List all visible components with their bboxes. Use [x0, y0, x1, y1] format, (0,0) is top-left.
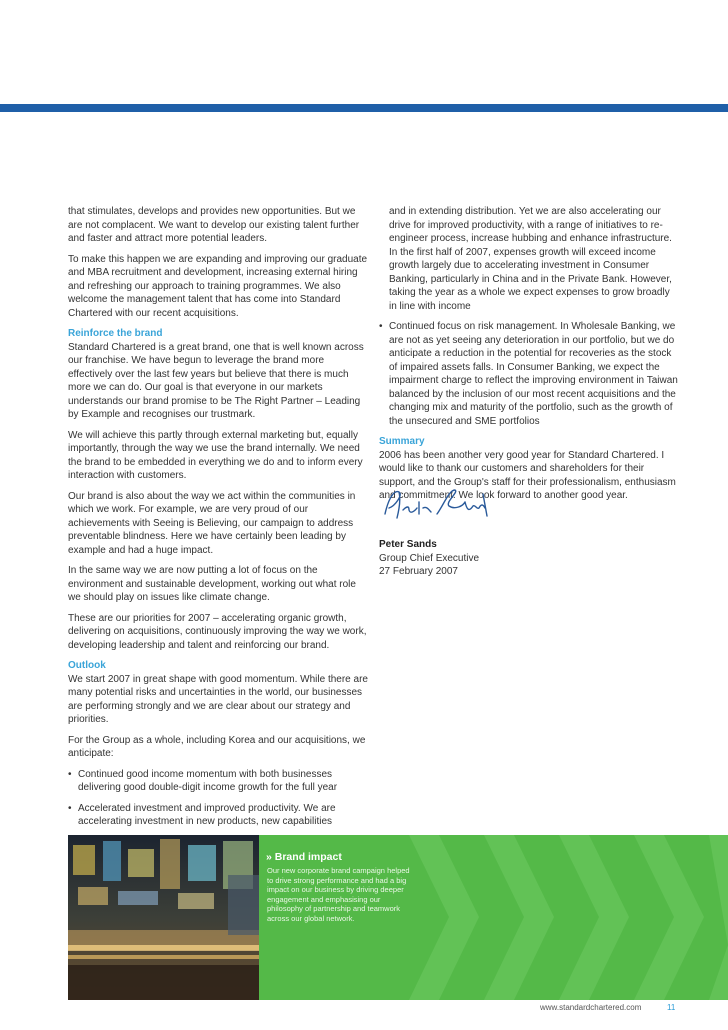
section-heading-summary: Summary — [379, 436, 425, 447]
list-item — [379, 320, 679, 428]
list-item-continuation: and in extending distribution. Yet we are also accelerating our drive for improved productivity, with a range of initiatives to re-engineer process, increase hubbing and enhance infrastructure. In the first half of 2007, expenses growth will exceed income growth largely due to accelerating investment in Consumer Banking, particularly in China and in the Private Bank. However, taking the year as a whole we expect expenses to grow broadly in line with income — [389, 206, 672, 312]
bullet-glyph: • — [68, 802, 72, 814]
body-paragraph: We start 2007 in great shape with good momentum. While there are many potential risks and uncertainties in the world, our businesses are performing strongly and we are clear about our strategy and priorities. — [68, 673, 368, 725]
signatory-name: Peter Sands — [379, 539, 437, 550]
body-paragraph: Our brand is also about the way we act within the communities in which we work. For example, we are very proud of our achievements with Seeing is Believing, our campaign to address preventable blindness. Here we have certainly been leading by example and had a huge impact. — [68, 490, 356, 556]
bullet-glyph: • — [379, 321, 383, 332]
city-night-photo — [68, 835, 259, 1000]
body-paragraph: We will achieve this partly through external marketing but, equally importantly, through the way we use the brand internally. We need the brand to be embedded in everything we do and to inform every interaction with customers. — [68, 429, 363, 481]
list-item-text: Continued good income momentum with both businesses delivering good double-digit income growth for the full year — [78, 768, 338, 793]
body-paragraph: Standard Chartered is a great brand, one that is well known across our franchise. We have begun to leverage the brand more effectively over the last few years but believe that there is much more we can do. Our goal is that everyone in our markets understands our brand promise to be The Right Partner – Leading by Example and recognises our trustmark. — [68, 341, 364, 420]
brand-impact-title-text: Brand impact — [274, 851, 342, 863]
handwritten-signature — [379, 484, 499, 524]
brand-impact-text: Our new corporate brand campaign helped to drive strong performance and had a big impact on our business by driving deeper engagement and emphasising our philosophy of partnership and teamwork across our global network. — [267, 866, 410, 923]
body-paragraph: These are our priorities for 2007 – accelerating organic growth, delivering on acquisitions, continuously improving the way we work, developing leadership and talent and reinforcing our brand. — [68, 612, 367, 651]
list-item — [68, 802, 368, 829]
section-heading-brand: Reinforce the brand — [68, 328, 163, 339]
list-item-text: Continued focus on risk management. In Wholesale Banking, we are not as yet seeing any deterioration in our portfolio, but we do anticipate a reduction in the potential for recoveries as the stock of impaired assets falls. In Consumer Banking, we expect the impairment charge to reflect the improving environment in Taiwan balanced by the inclusion of our most recent acquisitions and the changing mix and maturity of the portfolio, such as the growth of the unsecured and SME portfolios — [389, 321, 678, 427]
signature-block — [379, 538, 579, 579]
left-column — [68, 205, 368, 836]
body-paragraph: 2006 has been another very good year for Standard Chartered. I would like to thank our customers and shareholders for their support, and the Group's staff for their professionalism, enthusiasm and commitment. We look forward to another good year. — [379, 449, 676, 501]
top-rule — [0, 104, 728, 112]
section-heading-outlook: Outlook — [68, 660, 106, 671]
brand-impact-band — [68, 835, 728, 1000]
brand-impact-title — [266, 851, 342, 863]
brand-impact-text-block — [259, 835, 459, 1000]
bullet-glyph: • — [68, 768, 72, 780]
footer-url: www.standardchartered.com — [540, 1003, 642, 1012]
page-number: 11 — [667, 1003, 676, 1012]
body-paragraph: For the Group as a whole, including Korea and our acquisitions, we anticipate: — [68, 734, 366, 759]
body-paragraph: that stimulates, develops and provides new opportunities. But we are not complacent. We want to develop our existing talent further and faster and attract more potential leaders. — [68, 206, 360, 244]
signatory-title: Group Chief Executive — [379, 552, 480, 564]
list-item — [68, 768, 368, 795]
signature-date: 27 February 2007 — [379, 566, 458, 577]
list-item-text: Accelerated investment and improved productivity. We are accelerating investment in new products, new capabilities — [78, 802, 336, 827]
body-paragraph: To make this happen we are expanding and improving our graduate and MBA recruitment and development, increasing external hiring and refreshing our approach to training programmes. We also welcome the management talent that has come into Standard Chartered with our recent acquisitions. — [68, 253, 368, 319]
double-chevron-icon: » — [266, 851, 272, 863]
body-paragraph: In the same way we are now putting a lot of focus on the environment and sustainable development, working out what role we should play on issues like climate change. — [68, 565, 356, 603]
right-column — [379, 205, 679, 510]
